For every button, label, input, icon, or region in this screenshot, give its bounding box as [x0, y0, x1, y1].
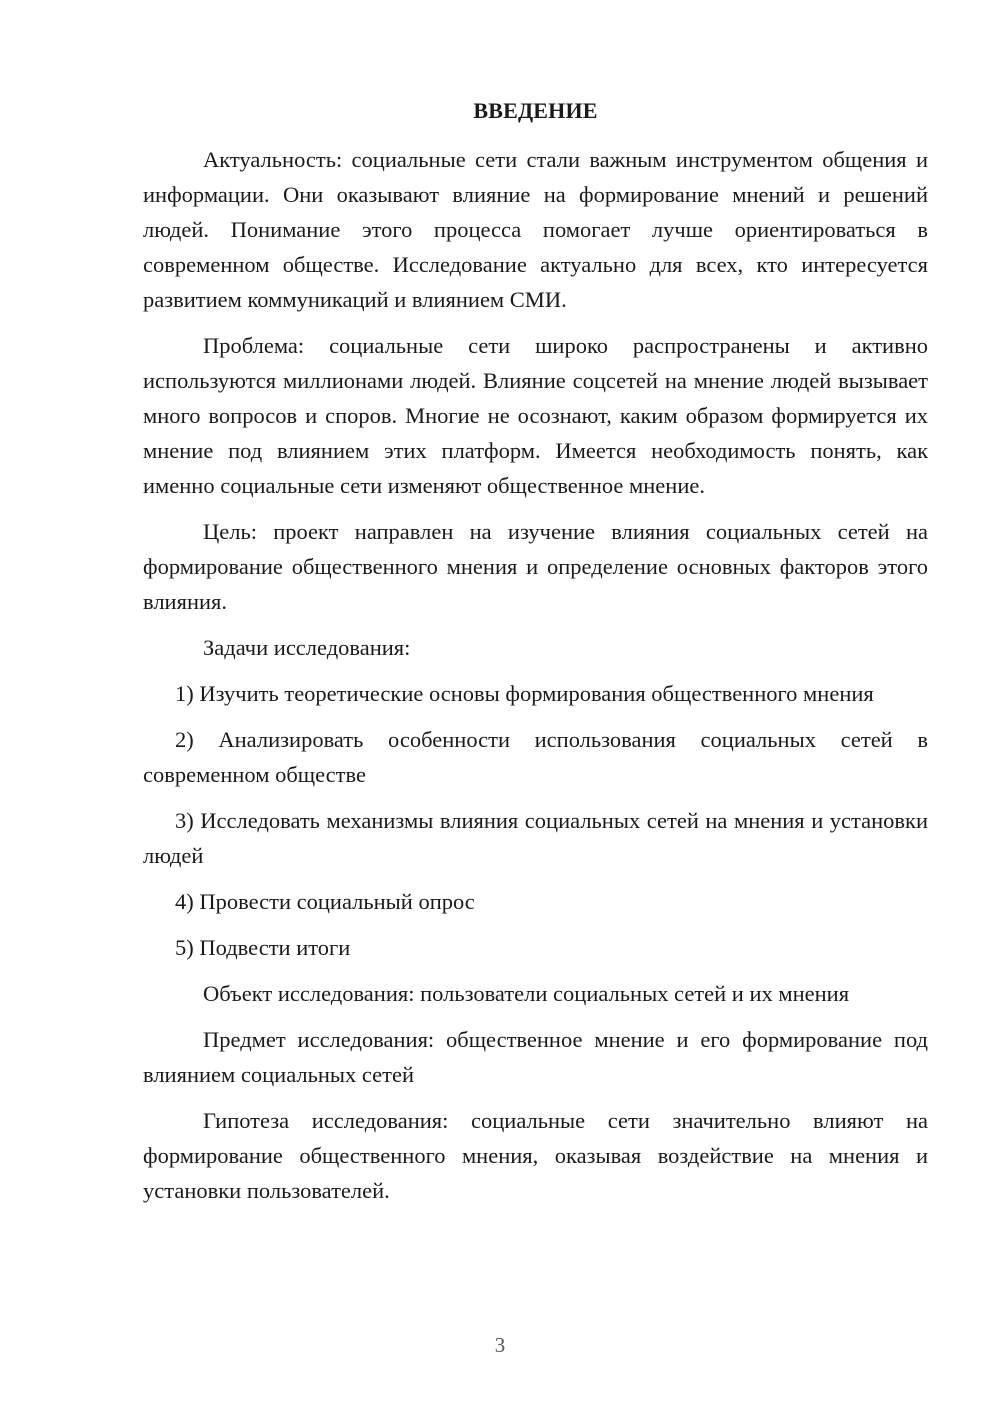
relevance-paragraph: Актуальность: социальные сети стали важным инструментом общения и информации. Они оказывают влияние на формирование мнений и решений людей. Понимание этого процесса помогает лучше ориентироваться в современном обществе. Исследование актуально для всех, кто интересуется развитием коммуникаций и влиянием СМИ.: [143, 147, 928, 312]
tasks-heading: Задачи исследования:: [203, 635, 411, 660]
task-item-4: 4) Провести социальный опрос: [175, 889, 475, 914]
task-item-1: 1) Изучить теоретические основы формирования общественного мнения: [175, 681, 874, 706]
task-item-5: 5) Подвести итоги: [175, 935, 351, 960]
document-page: [143, 93, 928, 1219]
research-subject-paragraph: Предмет исследования: общественное мнение и его формирование под влиянием социальных сетей: [143, 1027, 928, 1087]
task-item-2: 2) Анализировать особенности использования социальных сетей в современном обществе: [143, 727, 928, 787]
goal-paragraph: Цель: проект направлен на изучение влияния социальных сетей на формирование общественного мнения и определение основных факторов этого влияния.: [143, 519, 928, 614]
section-title: ВВЕДЕНИЕ: [473, 98, 598, 123]
task-item-3: 3) Исследовать механизмы влияния социальных сетей на мнения и установки людей: [143, 808, 928, 868]
problem-paragraph: Проблема: социальные сети широко распространены и активно используются миллионами людей. Влияние соцсетей на мнение людей вызывает много вопросов и споров. Многие не осознают, каким образом формируется их мнение под влиянием этих платформ. Имеется необходимость понять, как именно социальные сети изменяют общественное мнение.: [143, 333, 928, 498]
research-object-paragraph: Объект исследования: пользователи социальных сетей и их мнения: [203, 981, 850, 1006]
hypothesis-paragraph: Гипотеза исследования: социальные сети значительно влияют на формирование общественного мнения, оказывая воздействие на мнения и установки пользователей.: [143, 1108, 928, 1203]
page-number: 3: [494, 1333, 506, 1357]
